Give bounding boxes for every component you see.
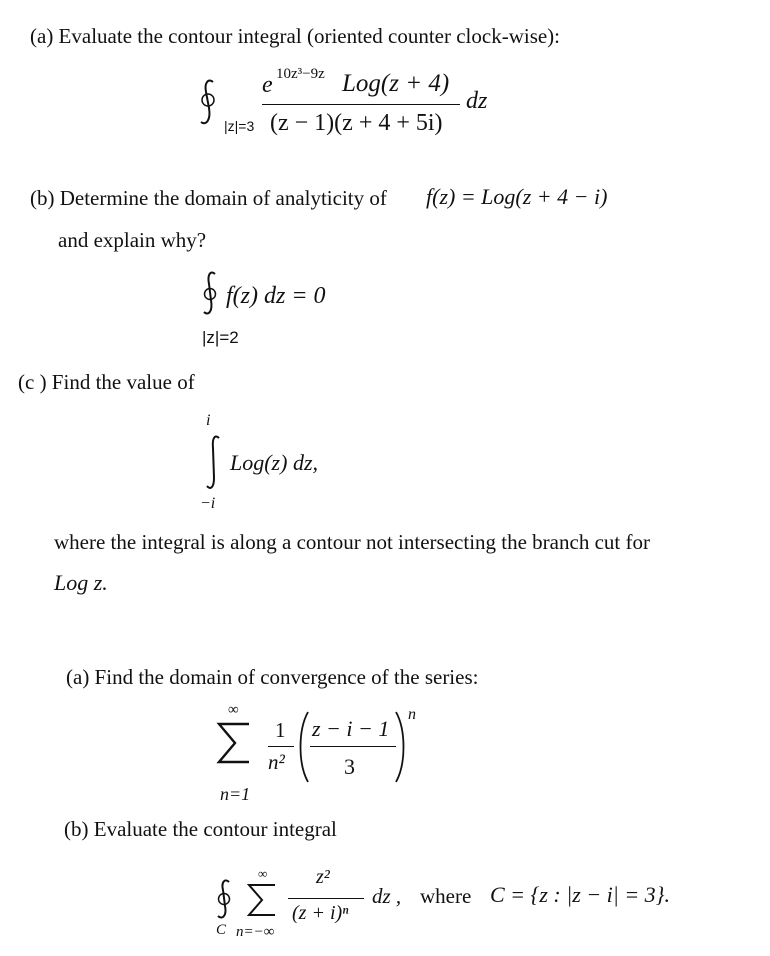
q1a-fraction-bar bbox=[262, 104, 460, 105]
q2b-prompt: (b) Evaluate the contour integral bbox=[64, 817, 337, 841]
contour-integral-icon bbox=[214, 878, 236, 922]
summation-icon bbox=[246, 882, 278, 918]
q1a-exp-base: e bbox=[262, 72, 273, 98]
q2a-frac-num: z − i − 1 bbox=[312, 716, 390, 741]
q2b-dz: dz , bbox=[372, 884, 402, 908]
q1a-log: Log(z + 4) bbox=[342, 70, 450, 97]
q1a-dz: dz bbox=[466, 88, 488, 114]
q2a-frac-den: 3 bbox=[344, 754, 355, 779]
summation-icon bbox=[216, 720, 252, 766]
q1b-contour: |z|=2 bbox=[202, 328, 239, 347]
q1c-lower-limit: −i bbox=[200, 495, 216, 512]
q1a-contour: |z|=3 bbox=[224, 118, 255, 134]
q2b-sum-upper: ∞ bbox=[258, 866, 268, 881]
q1b-function: f(z) = Log(z + 4 − i) bbox=[426, 184, 608, 209]
q2b-den: (z + i)ⁿ bbox=[292, 902, 349, 924]
q1a-prompt: (a) Evaluate the contour integral (oriented counter clock-wise): bbox=[30, 24, 561, 48]
q1c-note-line1: where the integral is along a contour not intersecting the branch cut for bbox=[54, 530, 650, 554]
q2a-coef-bar bbox=[268, 746, 294, 747]
q1a-exp-power: 10z³−9z bbox=[276, 66, 325, 82]
q2b-frac-bar bbox=[288, 898, 364, 899]
q2b-contour: C bbox=[216, 922, 227, 938]
q2a-coef-den: n² bbox=[268, 750, 285, 774]
q2b-sum-lower: n=−∞ bbox=[236, 924, 275, 940]
q2a-power: n bbox=[408, 706, 416, 723]
contour-integral-icon bbox=[200, 270, 222, 318]
q1b-prompt-line2: and explain why? bbox=[58, 228, 207, 252]
q1b-prompt: (b) Determine the domain of analyticity of bbox=[30, 186, 387, 210]
q1c-prompt: (c ) Find the value of bbox=[18, 370, 195, 394]
right-paren-icon bbox=[394, 710, 408, 784]
q2a-sum-lower: n=1 bbox=[220, 784, 251, 804]
q1c-note-line2: Log z. bbox=[54, 570, 108, 595]
integral-sign-icon bbox=[204, 434, 224, 492]
left-paren-icon bbox=[296, 710, 310, 784]
q2a-coef-num: 1 bbox=[275, 718, 286, 742]
q1b-integral: f(z) dz = 0 bbox=[226, 283, 326, 309]
contour-integral-icon bbox=[196, 78, 222, 128]
q2a-prompt: (a) Find the domain of convergence of the series: bbox=[66, 665, 479, 689]
q2a-frac-bar bbox=[310, 746, 396, 747]
q2b-where: where bbox=[420, 884, 472, 908]
q1c-integrand: Log(z) dz, bbox=[230, 450, 319, 475]
q1c-upper-limit: i bbox=[206, 412, 211, 429]
q2a-sum-upper: ∞ bbox=[228, 702, 239, 718]
q2b-num: z² bbox=[316, 866, 330, 888]
q2b-set: C = {z : |z − i| = 3}. bbox=[490, 882, 670, 907]
q1a-denominator: (z − 1)(z + 4 + 5i) bbox=[270, 110, 443, 136]
